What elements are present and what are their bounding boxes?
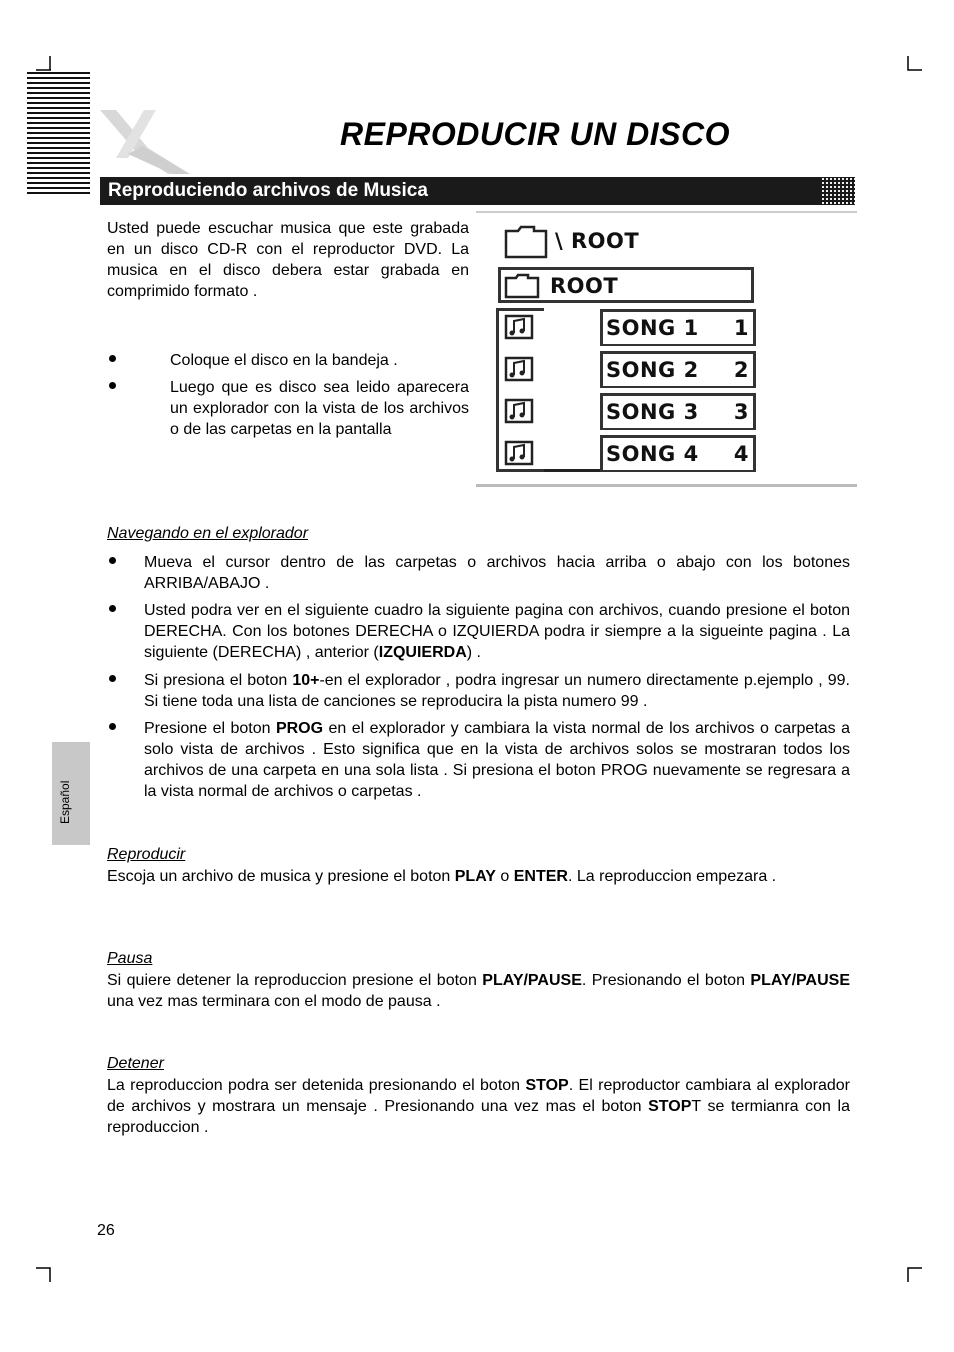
language-tab	[52, 742, 90, 845]
language-tab-label: Español	[58, 780, 72, 824]
song-name: SONG 3	[606, 400, 699, 424]
page-title: REPRODUCIR UN DISCO	[340, 116, 730, 152]
song-name: SONG 1	[606, 316, 699, 340]
bullet-icon	[109, 675, 116, 682]
intro-bullet-1: Coloque el disco en la bandeja .	[170, 352, 398, 369]
stop-paragraph: La reproduccion podra ser detenida presionando el boton STOP. El reproductor cambiara al explorador de archivos y mostrara un mensaje . Presionando una vez mas el boton STOPT se termianra con la reproduccion .	[107, 1077, 850, 1136]
nav-bullet-2: Usted podra ver en el siguiente cuadro la siguiente pagina con archivos, cuando presione el boton DERECHA. Con los botones DERECHA o IZQUIERDA podra ir siempre a la sigueinte pagina . La siguiente (DERECHA) , anterior (IZQUIERDA) .	[144, 602, 850, 661]
bullet-icon	[109, 557, 116, 564]
explorer-path: \ ROOT	[555, 229, 640, 253]
song-row[interactable]	[600, 393, 756, 430]
music-file-icon	[504, 356, 536, 382]
root-folder-label: ROOT	[550, 274, 619, 298]
folder-icon	[504, 225, 550, 259]
music-file-icon	[504, 398, 536, 424]
song-name: SONG 2	[606, 358, 699, 382]
nav-bullet-4: Presione el boton PROG en el explorador y cambiara la vista normal de los archivos o carpetas a solo vista de archivos . Esto significa que en la vista de archivos solos se mostraran todos los archivos de una carpeta en una sola lista . Si presiona el boton PROG nuevamente se regresara a la vista normal de archivos o carpetas .	[144, 720, 850, 800]
file-explorer-illustration	[476, 211, 857, 487]
song-number: 4	[733, 442, 749, 466]
nav-heading: Navegando en el explorador	[107, 525, 309, 542]
nav-bullet-3: Si presiona el boton 10+-en el explorador , podra ingresar un numero directamente p.ejemplo , 99. Si tiene toda una lista de canciones se reproducira la pista numero 99 .	[144, 672, 850, 710]
intro-paragraph: Usted puede escuchar musica que este grabada en un disco CD-R con el reproductor DVD. La musica en el disco debera estar grabada en comprimido formato .	[107, 220, 469, 300]
song-row[interactable]	[600, 435, 756, 472]
pause-heading: Pausa	[107, 950, 153, 967]
music-file-icon	[504, 314, 536, 340]
folder-icon	[504, 273, 542, 299]
section-header-bar	[100, 177, 855, 205]
song-row[interactable]	[600, 351, 756, 388]
brand-logo	[98, 108, 198, 176]
decorative-stripes	[27, 72, 90, 197]
bullet-icon	[109, 605, 116, 612]
song-number: 1	[733, 316, 749, 340]
play-heading: Reproducir	[107, 846, 186, 863]
bullet-icon	[109, 382, 116, 389]
song-number: 2	[733, 358, 749, 382]
music-file-icon	[504, 440, 536, 466]
play-paragraph: Escoja un archivo de musica y presione el boton PLAY o ENTER. La reproduccion empezara .	[107, 868, 777, 885]
nav-bullet-1: Mueva el cursor dentro de las carpetas o archivos hacia arriba o abajo con los botones ARRIBA/ABAJO .	[144, 554, 850, 592]
divider	[544, 469, 600, 472]
song-row[interactable]	[600, 309, 756, 346]
stop-heading: Detener	[107, 1055, 164, 1072]
intro-bullet-2: Luego que es disco sea leido aparecera un explorador con la vista de los archivos o de las carpetas en la pantalla	[170, 379, 469, 438]
bullet-icon	[109, 355, 116, 362]
song-number: 3	[733, 400, 749, 424]
crop-mark-bottom-left	[36, 1266, 56, 1284]
crop-mark-bottom-right	[904, 1266, 924, 1284]
divider	[476, 484, 857, 487]
divider	[476, 211, 857, 213]
bullet-icon	[109, 723, 116, 730]
page-number: 26	[97, 1222, 115, 1239]
crop-mark-top-right	[904, 56, 924, 74]
section-title: Reproduciendo archivos de Musica	[108, 180, 428, 201]
dot-pattern	[821, 177, 855, 205]
song-name: SONG 4	[606, 442, 699, 466]
pause-paragraph: Si quiere detener la reproduccion presione el boton PLAY/PAUSE. Presionando el boton PLAY/PAUSE una vez mas terminara con el modo de pausa .	[107, 972, 850, 1010]
